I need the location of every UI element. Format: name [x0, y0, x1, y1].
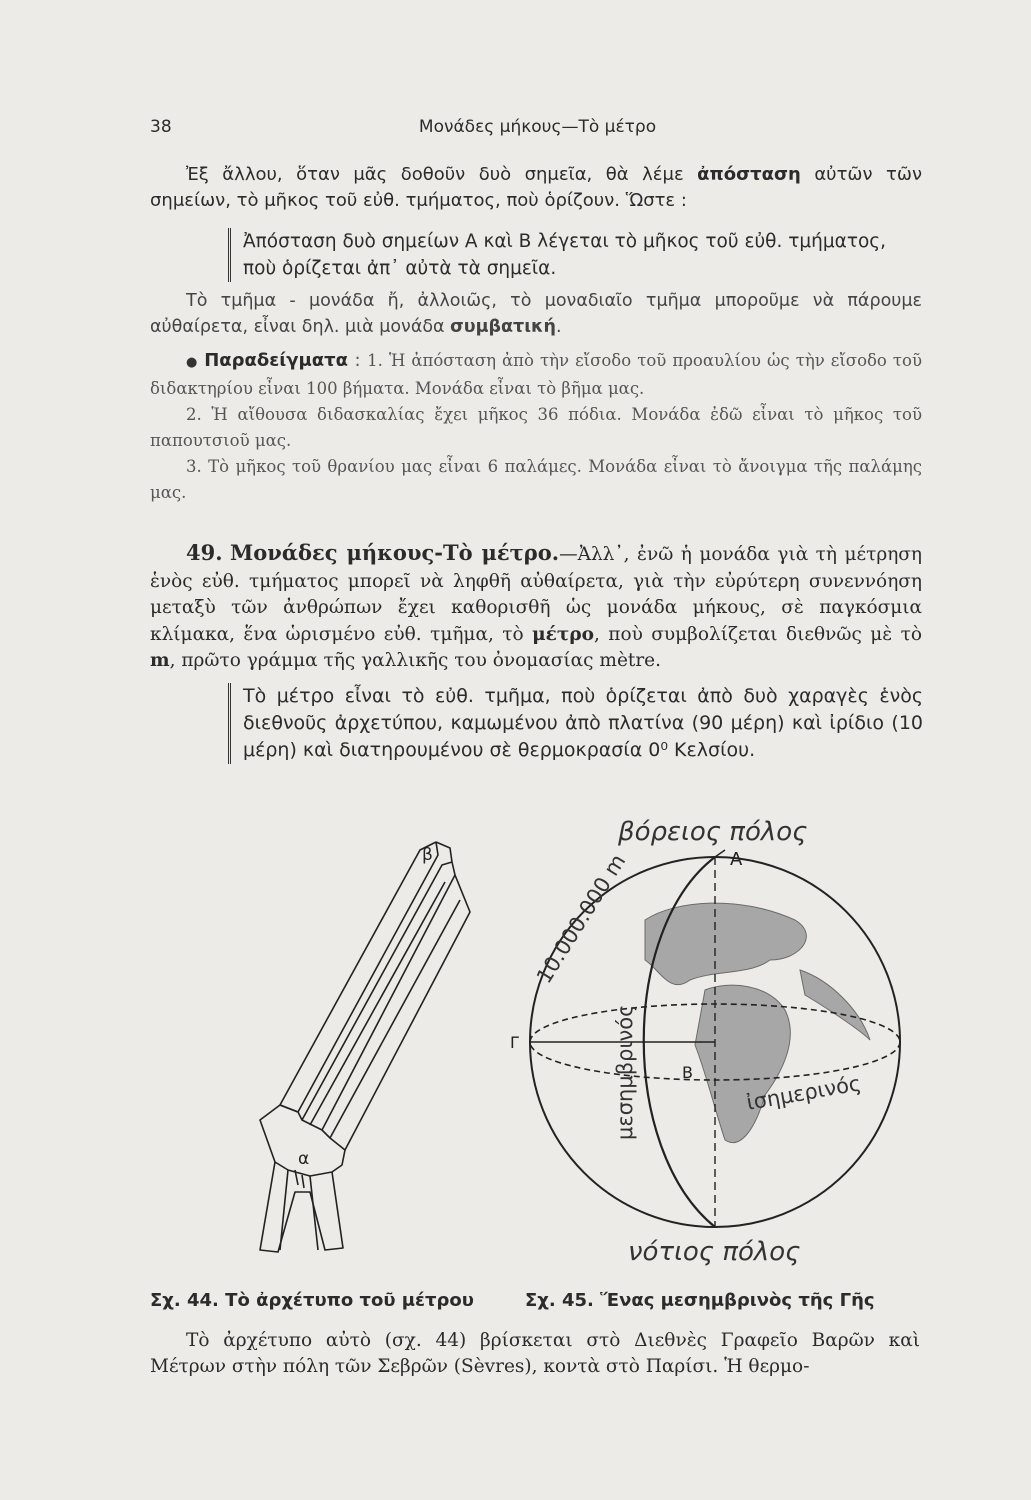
- examples-block: ● Παραδείγματα : 1. Ἡ ἀπόσταση ἀπὸ τὴν εἴσοδο τοῦ προαυλίου ὡς τὴν εἴσοδο τοῦ διδακτηρίου εἶναι 100 βήματα. Μονάδα εἶναι τὸ βῆμα μας. 2. Ἡ αἴθουσα διδασκαλίας ἔχει μῆκος 36 πόδια. Μονάδα ἐδῶ εἶναι τὸ μῆκος τοῦ παπουτσιοῦ μας. 3. Τὸ μῆκος τοῦ θρανίου μας εἶναι 6 παλάμες. Μονάδα εἶναι τὸ ἄνοιγμα τῆς παλάμης μας.: [150, 348, 922, 506]
- definition-distance: [228, 228, 923, 282]
- figure-44-caption: Σχ. 44. Τὸ ἀρχέτυπο τοῦ μέτρου: [150, 1290, 474, 1311]
- example-3: 3. Τὸ μῆκος τοῦ θρανίου μας εἶναι 6 παλάμες. Μονάδα εἶναι τὸ ἄνοιγμα τῆς παλάμης μας.: [150, 457, 922, 502]
- north-pole-tick: [715, 850, 725, 857]
- closing-paragraph: [150, 1328, 920, 1380]
- section-title: Μονάδες μήκους-Τὸ μέτρο.: [230, 540, 560, 565]
- intro-text: Ἐξ ἄλλου, ὅταν μᾶς δοθοῦν δυὸ σημεῖα, θὰ λέμε: [186, 164, 698, 185]
- figure-45-earth-meridian: [500, 810, 920, 1280]
- label-equator: ἰσημερινός: [744, 1071, 863, 1115]
- term-metre: μέτρο: [532, 623, 594, 645]
- label-distance: 10.000.000 m: [531, 849, 631, 988]
- bar-outer-left-edge: [280, 842, 436, 1105]
- bar-groove-3: [322, 862, 455, 1130]
- definition-metre: [228, 683, 923, 764]
- figure-44-prototype-metre: [240, 820, 520, 1280]
- unit-paragraph: [150, 288, 922, 340]
- page-number: 38: [150, 117, 172, 137]
- figure-45-caption: Σχ. 45. Ἕνας μεσημβρινὸς τῆς Γῆς: [525, 1290, 875, 1311]
- section-text-1: —Ἀλλ᾿, ἐνῶ ἡ μονάδα γιὰ τὴ μέτρηση ἑνὸς εὐθ. τμήματος μπορεῖ νὰ ληφθῆ αὐθαίρετα, γιὰ τὴν εὐρύτερη συνεννόηση μεταξὺ τῶν ἀνθρώπων ἔχει καθορισθῆ ὡς μονάδα μήκους, σὲ παγκόσμια κλίμακα, ἕνα ὡρισμένο εὐθ. τμῆμα, τὸ: [150, 544, 923, 645]
- term-conventional: συμβατική: [450, 317, 556, 337]
- symbol-m: m: [150, 650, 170, 671]
- examples-label: Παραδείγματα: [204, 350, 349, 371]
- example-2: 2. Ἡ αἴθουσα διδασκαλίας ἔχει μῆκος 36 πόδια. Μονάδα ἐδῶ εἶναι τὸ μῆκος τοῦ παπουτσιοῦ μας.: [150, 405, 922, 450]
- label-point-a: Α: [730, 849, 743, 870]
- closing-text: Τὸ ἀρχέτυπο αὐτὸ (σχ. 44) βρίσκεται στὸ Διεθνὲς Γραφεῖο Βαρῶν καὶ Μέτρων στὴν πόλη τῶν Σεβρῶν (Sèvres), κοντὰ στὸ Παρίσι. Ἡ θερμο-: [150, 1330, 920, 1377]
- intro-text-end: αὐτῶν τῶν σημείων, τὸ μῆκος τοῦ εὐθ. τμήματος, ποὺ ὁρίζουν. Ὥστε :: [150, 164, 922, 211]
- label-beta: β: [422, 845, 433, 865]
- label-south-pole: νότιος πόλος: [628, 1237, 801, 1267]
- bullet-icon: ●: [186, 355, 199, 370]
- term-distance: ἀπόσταση: [697, 164, 801, 185]
- intro-paragraph: [150, 162, 922, 214]
- definition-distance-text: Ἀπόσταση δυὸ σημείων Α καὶ Β λέγεται τὸ μῆκος τοῦ εὐθ. τμήματος, ποὺ ὁρίζεται ἀπ᾿ αὐτὰ τὰ σημεῖα.: [243, 231, 887, 279]
- section-49: [150, 540, 922, 675]
- bar-rear-edge: [436, 842, 452, 862]
- label-point-b: Β: [682, 1063, 693, 1082]
- unit-text: Τὸ τμῆμα - μονάδα ἤ, ἀλλοιῶς, τὸ μοναδιαῖο τμῆμα μποροῦμε νὰ πάρουμε αὐθαίρετα, εἶναι δηλ. μιὰ μονάδα: [150, 291, 922, 337]
- label-point-g: Γ: [510, 1033, 519, 1052]
- unit-text-end: .: [555, 317, 562, 337]
- section-number: 49.: [186, 540, 223, 565]
- example-1: 1. Ἡ ἀπόσταση ἀπὸ τὴν εἴσοδο τοῦ προαυλίου ὡς τὴν εἴσοδο τοῦ διδακτηρίου εἶναι 100 βήματα. Μονάδα εἶναι τὸ βῆμα μας.: [150, 351, 923, 398]
- label-meridian: μεσημβρινός: [613, 1004, 637, 1140]
- label-alpha: α: [298, 1149, 310, 1169]
- definition-metre-text: Τὸ μέτρο εἶναι τὸ εὐθ. τμῆμα, ποὺ ὁρίζεται ἀπὸ δυὸ χαραγὲς ἑνὸς διεθνοῦς ἀρχετύπου, καμωμένου ἀπὸ πλατίνα (90 μέρη) καὶ ἰρίδιο (10 μέρη) καὶ διατηρουμένου σὲ θερμοκρασία 0⁰ Κελσίου.: [243, 685, 923, 761]
- bar-groove-1: [302, 862, 452, 1120]
- section-text-2: , ποὺ συμβολίζεται διεθνῶς μὲ τὸ: [593, 623, 922, 645]
- section-text-3: , πρῶτο γράμμα τῆς γαλλικῆς του ὀνομασίας mètre.: [169, 650, 662, 671]
- bar-top-face: [280, 842, 438, 1112]
- running-title: Μονάδες μήκους—Τὸ μέτρο: [418, 117, 657, 137]
- label-north-pole: βόρειος πόλος: [618, 817, 808, 847]
- page-header: [150, 117, 925, 145]
- x-section-inner: [280, 1170, 318, 1250]
